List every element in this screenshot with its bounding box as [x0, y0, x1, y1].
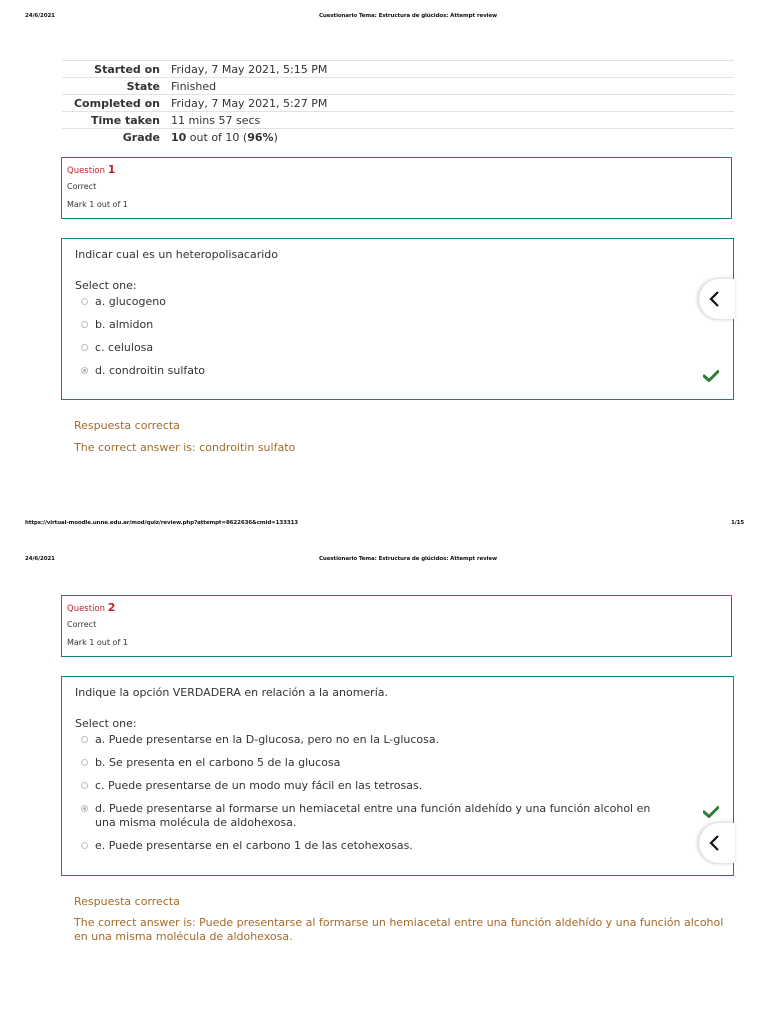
summary-row-state: [62, 78, 734, 95]
question-2-content: [61, 676, 734, 876]
print-date: 24/6/2021: [25, 13, 55, 19]
summary-value: Friday, 7 May 2021, 5:15 PM: [166, 61, 734, 78]
radio-button[interactable]: [81, 842, 88, 849]
question-1-number: [67, 164, 726, 177]
radio-button[interactable]: [81, 736, 88, 743]
answer-text: c. Puede presentarse de un modo muy fácil en las tetrosas.: [95, 779, 423, 792]
radio-button-selected[interactable]: [81, 367, 88, 374]
summary-value: Finished: [166, 78, 734, 95]
question-2-feedback: Respuesta correcta: [74, 895, 180, 908]
radio-button[interactable]: [81, 782, 88, 789]
print-title: Cuestionario Tema: Estructura de glúcidos: Attempt review: [319, 13, 497, 19]
question-1-content: [61, 238, 734, 400]
answer-text: d. condroitin sulfato: [95, 364, 206, 377]
question-label: Question: [67, 166, 106, 176]
grade-middle: out of 10 (: [186, 130, 248, 144]
radio-button-selected[interactable]: [81, 805, 88, 812]
answer-text: b. Se presenta en el carbono 5 de la glucosa: [95, 756, 341, 769]
radio-button[interactable]: [81, 344, 88, 351]
question-label: Question: [67, 604, 106, 614]
question-number: 1: [107, 163, 116, 176]
question-2-status: Correct: [67, 620, 97, 629]
answer-text: a. Puede presentarse en la D-glucosa, pero no en la L-glucosa.: [95, 733, 440, 746]
answer-option-e[interactable]: [75, 839, 720, 853]
answer-option-a[interactable]: [75, 295, 720, 309]
nav-drawer-toggle[interactable]: [699, 279, 735, 319]
question-2-correct-answer: The correct answer is: Puede presentarse al formarse un hemiacetal entre una función aldehído y una función alcohol en una misma molécula de aldohexosa.: [74, 916, 724, 943]
select-one-label: Select one:: [75, 717, 137, 730]
summary-row-time: [62, 112, 734, 129]
grade-end: ): [273, 130, 278, 144]
summary-value: 11 mins 57 secs: [166, 112, 734, 129]
answer-option-d[interactable]: [75, 802, 720, 830]
question-2-info: [61, 595, 732, 657]
answer-option-b[interactable]: [75, 756, 720, 770]
answer-text: b. almidon: [95, 318, 154, 331]
question-1-mark: Mark 1 out of 1: [67, 200, 128, 209]
print-url: https://virtual-moodle.unne.edu.ar/mod/quiz/review.php?attempt=8622636&cmid=133313: [25, 520, 299, 526]
question-2-text: Indique la opción VERDADERA en relación a la anomería.: [75, 686, 388, 699]
summary-row-started: [62, 61, 734, 78]
question-2-number: [67, 602, 726, 615]
print-page-number: 1/15: [731, 520, 745, 526]
radio-button[interactable]: [81, 321, 88, 328]
summary-label: State: [62, 78, 166, 95]
question-1-info: [61, 157, 732, 219]
answer-option-a[interactable]: [75, 733, 720, 747]
answer-option-c[interactable]: [75, 779, 720, 793]
question-1-status: Correct: [67, 182, 97, 191]
summary-row-grade: [62, 129, 734, 146]
check-icon: [703, 806, 719, 818]
check-icon: [703, 370, 719, 382]
answer-text: c. celulosa: [95, 341, 154, 354]
grade-score: 10: [171, 130, 187, 144]
summary-value: Friday, 7 May 2021, 5:27 PM: [166, 95, 734, 112]
question-2-mark: Mark 1 out of 1: [67, 638, 128, 647]
question-1-correct-answer: The correct answer is: condroitin sulfato: [74, 441, 296, 454]
grade-percent: 96%: [247, 130, 274, 144]
attempt-summary-table: [62, 60, 734, 145]
select-one-label: Select one:: [75, 279, 137, 292]
chevron-left-icon: [708, 834, 722, 852]
answer-text: a. glucogeno: [95, 295, 166, 308]
summary-label: Completed on: [62, 95, 166, 112]
radio-button[interactable]: [81, 298, 88, 305]
summary-label: Started on: [62, 61, 166, 78]
answer-option-c[interactable]: [75, 341, 720, 355]
print-date: 24/6/2021: [25, 556, 55, 562]
answer-option-d[interactable]: [75, 364, 720, 378]
question-number: 2: [107, 601, 116, 614]
radio-button[interactable]: [81, 759, 88, 766]
answer-option-b[interactable]: [75, 318, 720, 332]
answer-text: d. Puede presentarse al formarse un hemiacetal entre una función aldehído y una función alcohol en una misma molécula de aldohexosa.: [95, 802, 651, 829]
print-title: Cuestionario Tema: Estructura de glúcidos: Attempt review: [319, 556, 497, 562]
grade-value: [166, 129, 734, 146]
question-1-text: Indicar cual es un heteropolisacarido: [75, 248, 279, 261]
summary-label: Grade: [62, 129, 166, 146]
question-1-feedback: Respuesta correcta: [74, 419, 180, 432]
nav-drawer-toggle[interactable]: [699, 823, 735, 863]
chevron-left-icon: [708, 290, 722, 308]
summary-row-completed: [62, 95, 734, 112]
summary-label: Time taken: [62, 112, 166, 129]
answer-text: e. Puede presentarse en el carbono 1 de las cetohexosas.: [95, 839, 413, 852]
